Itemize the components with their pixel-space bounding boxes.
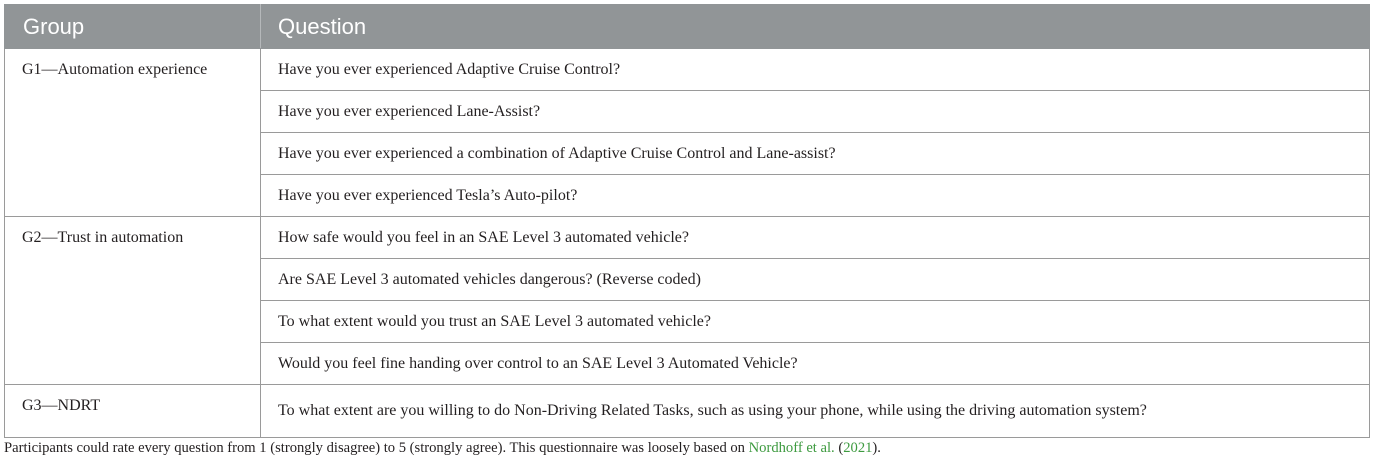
question-cell: Are SAE Level 3 automated vehicles dangerous? (Reverse coded) — [261, 259, 1370, 301]
question-cell: Would you feel fine handing over control to an SAE Level 3 Automated Vehicle? — [261, 343, 1370, 385]
group-cell-g1: G1—Automation experience — [5, 49, 261, 217]
footnote-text: Participants could rate every question from 1 (strongly disagree) to 5 (strongly agree). This questionnaire was loosely based on — [4, 440, 749, 456]
question-cell: Have you ever experienced a combination of Adaptive Cruise Control and Lane-assist? — [261, 133, 1370, 175]
question-cell: To what extent are you willing to do Non-Driving Related Tasks, such as using your phone, while using the driving automation system? — [261, 385, 1370, 438]
table-row — [5, 217, 1370, 259]
table-row — [5, 49, 1370, 91]
question-cell: Have you ever experienced Tesla’s Auto-pilot? — [261, 175, 1370, 217]
question-cell: Have you ever experienced Lane-Assist? — [261, 91, 1370, 133]
question-cell: How safe would you feel in an SAE Level 3 automated vehicle? — [261, 217, 1370, 259]
group-cell-g3: G3—NDRT — [5, 385, 261, 438]
table-row — [5, 385, 1370, 438]
group-cell-g2: G2—Trust in automation — [5, 217, 261, 385]
column-header-question: Question — [261, 5, 1370, 49]
footnote-paren: ( — [834, 440, 844, 456]
question-cell: Have you ever experienced Adaptive Cruise Control? — [261, 49, 1370, 91]
footnote-end: ). — [872, 440, 881, 456]
column-header-group: Group — [5, 5, 261, 49]
header-row — [5, 5, 1370, 49]
questionnaire-table — [4, 4, 1370, 438]
citation-link-name[interactable]: Nordhoff et al. — [748, 440, 835, 456]
table-footnote — [4, 440, 881, 457]
citation-link-year[interactable]: 2021 — [843, 440, 873, 456]
question-cell: To what extent would you trust an SAE Level 3 automated vehicle? — [261, 301, 1370, 343]
